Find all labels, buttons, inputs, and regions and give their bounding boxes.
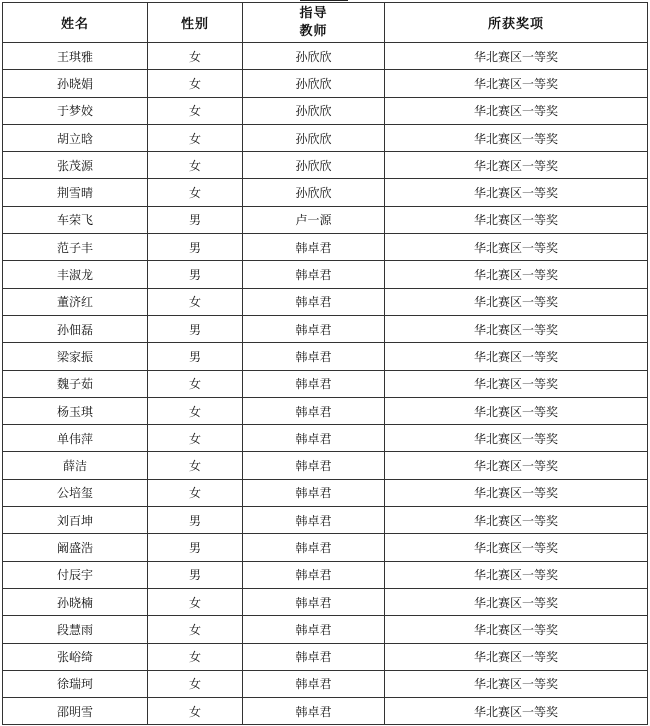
cell-name: 付辰宇 <box>3 561 148 588</box>
cell-teacher: 孙欣欣 <box>243 43 385 70</box>
cell-gender: 女 <box>148 479 243 506</box>
header-teacher-line1: 指导 <box>299 5 328 21</box>
cell-award: 华北赛区一等奖 <box>385 588 648 615</box>
cell-award: 华北赛区一等奖 <box>385 698 648 725</box>
table-row <box>3 507 648 534</box>
cell-teacher: 孙欣欣 <box>243 70 385 97</box>
table-row <box>3 698 648 725</box>
cell-gender: 女 <box>148 70 243 97</box>
cell-teacher: 韩卓君 <box>243 534 385 561</box>
cell-name: 董济红 <box>3 288 148 315</box>
table-row <box>3 97 648 124</box>
cell-award: 华北赛区一等奖 <box>385 234 648 261</box>
table-row <box>3 43 648 70</box>
cell-award: 华北赛区一等奖 <box>385 370 648 397</box>
cell-gender: 男 <box>148 234 243 261</box>
cell-award: 华北赛区一等奖 <box>385 534 648 561</box>
cell-teacher: 韩卓君 <box>243 561 385 588</box>
cell-award: 华北赛区一等奖 <box>385 206 648 233</box>
cell-award: 华北赛区一等奖 <box>385 152 648 179</box>
cell-gender: 女 <box>148 152 243 179</box>
cell-gender: 女 <box>148 425 243 452</box>
cell-gender: 女 <box>148 97 243 124</box>
cell-teacher: 韩卓君 <box>243 670 385 697</box>
cell-gender: 女 <box>148 643 243 670</box>
cell-gender: 女 <box>148 452 243 479</box>
cell-name: 张茂源 <box>3 152 148 179</box>
cell-teacher: 韩卓君 <box>243 425 385 452</box>
header-gender: 性别 <box>148 3 243 43</box>
cell-name: 孙佃磊 <box>3 315 148 342</box>
cell-teacher: 韩卓君 <box>243 234 385 261</box>
cell-teacher: 韩卓君 <box>243 507 385 534</box>
table-row <box>3 588 648 615</box>
cell-teacher: 孙欣欣 <box>243 97 385 124</box>
cell-teacher: 韩卓君 <box>243 370 385 397</box>
cell-award: 华北赛区一等奖 <box>385 97 648 124</box>
cell-teacher: 韩卓君 <box>243 343 385 370</box>
cell-name: 公培玺 <box>3 479 148 506</box>
cell-gender: 女 <box>148 698 243 725</box>
cell-gender: 女 <box>148 670 243 697</box>
cell-name: 段慧雨 <box>3 616 148 643</box>
cell-award: 华北赛区一等奖 <box>385 70 648 97</box>
cell-teacher: 卢一源 <box>243 206 385 233</box>
cell-teacher: 韩卓君 <box>243 452 385 479</box>
table-row <box>3 179 648 206</box>
cell-teacher: 韩卓君 <box>243 479 385 506</box>
cell-name: 杨玉琪 <box>3 397 148 424</box>
awards-table <box>2 2 648 725</box>
header-teacher <box>243 3 385 43</box>
cell-gender: 男 <box>148 206 243 233</box>
cell-gender: 女 <box>148 370 243 397</box>
cell-gender: 男 <box>148 315 243 342</box>
table-row <box>3 288 648 315</box>
cell-name: 王琪雅 <box>3 43 148 70</box>
table-row <box>3 643 648 670</box>
cell-teacher: 韩卓君 <box>243 643 385 670</box>
cell-name: 范子丰 <box>3 234 148 261</box>
table-row <box>3 343 648 370</box>
cell-gender: 女 <box>148 288 243 315</box>
table-row <box>3 124 648 151</box>
cell-award: 华北赛区一等奖 <box>385 397 648 424</box>
cell-name: 胡立晗 <box>3 124 148 151</box>
cell-award: 华北赛区一等奖 <box>385 452 648 479</box>
cell-name: 荆雪晴 <box>3 179 148 206</box>
table-row <box>3 234 648 261</box>
cell-gender: 女 <box>148 588 243 615</box>
cell-teacher: 韩卓君 <box>243 288 385 315</box>
cell-name: 单伟萍 <box>3 425 148 452</box>
cell-name: 梁家振 <box>3 343 148 370</box>
cell-gender: 男 <box>148 343 243 370</box>
table-row <box>3 261 648 288</box>
cell-award: 华北赛区一等奖 <box>385 288 648 315</box>
cell-teacher: 韩卓君 <box>243 698 385 725</box>
table-row <box>3 370 648 397</box>
table-row <box>3 425 648 452</box>
cell-name: 薛洁 <box>3 452 148 479</box>
cell-award: 华北赛区一等奖 <box>385 507 648 534</box>
cell-gender: 女 <box>148 43 243 70</box>
cell-gender: 男 <box>148 534 243 561</box>
cell-gender: 男 <box>148 561 243 588</box>
cell-award: 华北赛区一等奖 <box>385 315 648 342</box>
table-row <box>3 452 648 479</box>
table-row <box>3 534 648 561</box>
cell-award: 华北赛区一等奖 <box>385 261 648 288</box>
table-row <box>3 561 648 588</box>
table-row <box>3 152 648 179</box>
cell-award: 华北赛区一等奖 <box>385 179 648 206</box>
cell-teacher: 韩卓君 <box>243 616 385 643</box>
header-award: 所获奖项 <box>385 3 648 43</box>
table-row <box>3 670 648 697</box>
cell-teacher: 韩卓君 <box>243 588 385 615</box>
cell-name: 阚盛浩 <box>3 534 148 561</box>
cell-name: 丰淑龙 <box>3 261 148 288</box>
cell-name: 刘百坤 <box>3 507 148 534</box>
cell-award: 华北赛区一等奖 <box>385 425 648 452</box>
cell-name: 孙晓楠 <box>3 588 148 615</box>
cell-gender: 女 <box>148 616 243 643</box>
cell-award: 华北赛区一等奖 <box>385 343 648 370</box>
header-teacher-line2: 教师 <box>299 23 328 39</box>
cell-teacher: 孙欣欣 <box>243 152 385 179</box>
cell-award: 华北赛区一等奖 <box>385 670 648 697</box>
table-row <box>3 70 648 97</box>
cell-teacher: 韩卓君 <box>243 261 385 288</box>
header-name: 姓名 <box>3 3 148 43</box>
table-row <box>3 397 648 424</box>
cell-gender: 女 <box>148 179 243 206</box>
cell-teacher: 韩卓君 <box>243 397 385 424</box>
cell-name: 魏子茹 <box>3 370 148 397</box>
table-row <box>3 315 648 342</box>
cell-name: 于梦姣 <box>3 97 148 124</box>
table-row <box>3 479 648 506</box>
cell-gender: 女 <box>148 397 243 424</box>
table-row <box>3 206 648 233</box>
cell-award: 华北赛区一等奖 <box>385 643 648 670</box>
cell-teacher: 孙欣欣 <box>243 124 385 151</box>
cell-award: 华北赛区一等奖 <box>385 561 648 588</box>
cell-award: 华北赛区一等奖 <box>385 43 648 70</box>
table-row <box>3 616 648 643</box>
cell-gender: 男 <box>148 261 243 288</box>
cell-gender: 男 <box>148 507 243 534</box>
cell-name: 邵明雪 <box>3 698 148 725</box>
cell-award: 华北赛区一等奖 <box>385 616 648 643</box>
cell-name: 孙晓娟 <box>3 70 148 97</box>
cell-name: 徐瑞珂 <box>3 670 148 697</box>
cell-award: 华北赛区一等奖 <box>385 479 648 506</box>
cell-teacher: 韩卓君 <box>243 315 385 342</box>
cell-gender: 女 <box>148 124 243 151</box>
table-header-row <box>3 3 648 43</box>
cell-teacher: 孙欣欣 <box>243 179 385 206</box>
cell-name: 张峪绮 <box>3 643 148 670</box>
cell-award: 华北赛区一等奖 <box>385 124 648 151</box>
cell-name: 车荣飞 <box>3 206 148 233</box>
